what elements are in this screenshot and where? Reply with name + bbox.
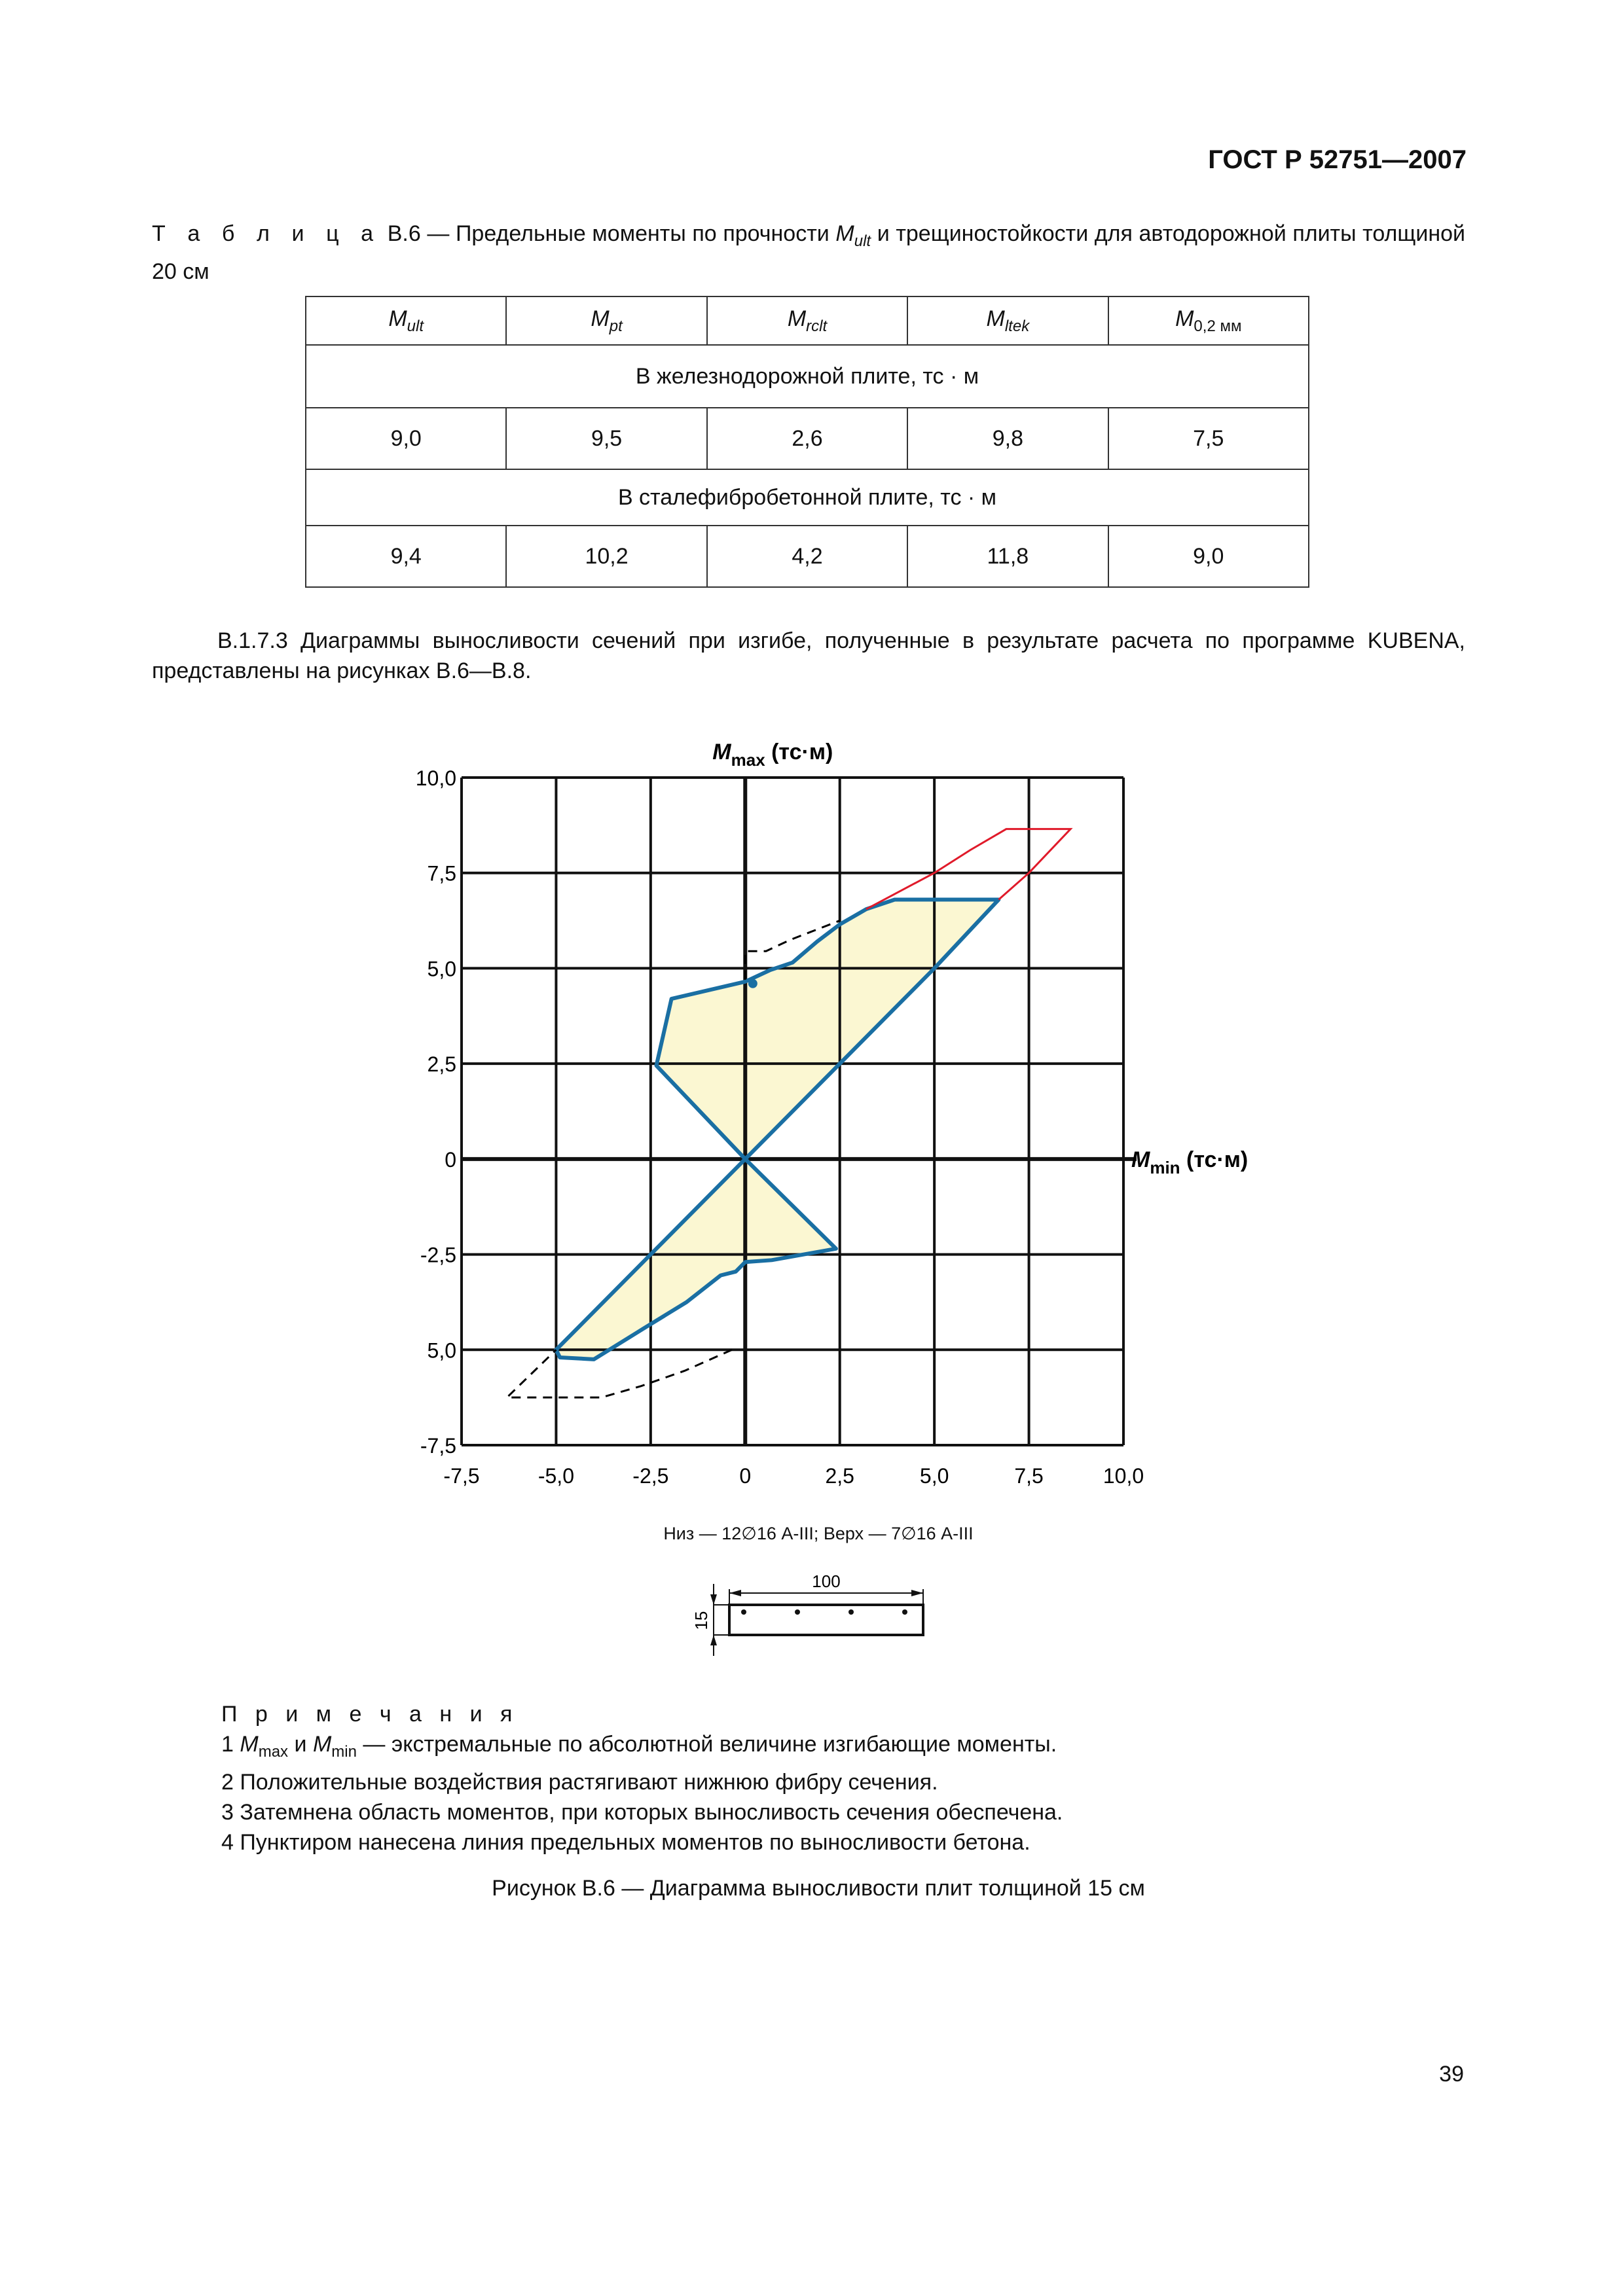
m-ult-symbol: M bbox=[835, 221, 854, 246]
section-caption: Низ — 12∅16 А-III; Верх — 7∅16 А-III bbox=[663, 1524, 974, 1543]
x-tick-label: 0 bbox=[739, 1464, 752, 1488]
table-cell: 2,6 bbox=[707, 408, 907, 469]
y-tick-label: -7,5 bbox=[420, 1434, 456, 1458]
rebar-dot bbox=[848, 1609, 854, 1615]
rebar-dot bbox=[741, 1609, 746, 1615]
col-m-02: $M_{0,2 мм}$ bbox=[1108, 296, 1309, 345]
table-cell: 11,8 bbox=[907, 526, 1108, 587]
rebar-dot bbox=[902, 1609, 907, 1615]
table-number: В.6 bbox=[387, 221, 421, 246]
dimension-arrow bbox=[729, 1590, 741, 1596]
table-cell: 10,2 bbox=[506, 526, 706, 587]
page-number: 39 bbox=[1439, 2062, 1464, 2087]
table-section-railway: В железнодорожной плите, тс · м bbox=[306, 345, 1309, 408]
y-tick-label: 5,0 bbox=[427, 1338, 456, 1363]
dimension-arrow bbox=[710, 1635, 717, 1645]
table-label: Т а б л и ц а bbox=[152, 221, 382, 246]
m-ult-sub: ult bbox=[854, 232, 871, 250]
body-paragraph: В.1.7.3 Диаграммы выносливости сечений при изгибе, полученные в результате расчета по программе KUBENA, представлены на рисунках В.6—В.8. bbox=[152, 628, 1465, 683]
notes-title: П р и м е ч а н и я bbox=[221, 1702, 519, 1727]
col-m-ult: $M_{ult}$ bbox=[306, 296, 506, 345]
notes bbox=[221, 1699, 1465, 1857]
y-tick-label: 7,5 bbox=[427, 861, 456, 886]
x-tick-label: 10,0 bbox=[1103, 1464, 1144, 1488]
x-tick-label: -7,5 bbox=[443, 1464, 480, 1488]
x-tick-label: -2,5 bbox=[632, 1464, 669, 1488]
note-3: 3 Затемнена область моментов, при которых выносливость сечения обеспечена. bbox=[221, 1799, 1063, 1825]
table-cell: 9,0 bbox=[1108, 526, 1309, 587]
table-cell: 7,5 bbox=[1108, 408, 1309, 469]
dimension-arrow bbox=[710, 1594, 717, 1605]
table-caption-text-before: — Предельные моменты по прочности bbox=[427, 221, 830, 246]
x-tick-label: -5,0 bbox=[538, 1464, 574, 1488]
table-cell: 9,8 bbox=[907, 408, 1108, 469]
table-cell: 9,4 bbox=[306, 526, 506, 587]
figure-caption: Рисунок В.6 — Диаграмма выносливости плит толщиной 15 см bbox=[492, 1876, 1145, 1901]
note-1: 1 $M_{max}$ и $M_{min}$ — экстремальные по абсолютной величине изгибающие моменты. bbox=[221, 1732, 1057, 1761]
rebar-dot bbox=[795, 1609, 800, 1615]
col-m-rclt: $M_{rclt}$ bbox=[707, 296, 907, 345]
height-label: 15 bbox=[691, 1611, 711, 1630]
y-tick-label: 5,0 bbox=[427, 957, 456, 981]
x-tick-label: 7,5 bbox=[1014, 1464, 1044, 1488]
table-cell: 9,5 bbox=[506, 408, 706, 469]
y-tick-label: 10,0 bbox=[415, 766, 456, 790]
note-2: 2 Положительные воздействия растягивают нижнюю фибру сечения. bbox=[221, 1769, 938, 1795]
col-m-pt: $M_{pt}$ bbox=[506, 296, 706, 345]
y-tick-label: 2,5 bbox=[427, 1052, 456, 1077]
x-tick-label: 2,5 bbox=[825, 1464, 854, 1488]
section-outline bbox=[729, 1605, 923, 1635]
table-cell: 9,0 bbox=[306, 408, 506, 469]
note-4: 4 Пунктиром нанесена линия предельных моментов по выносливости бетона. bbox=[221, 1829, 1030, 1855]
col-m-ltek: $M_{ltek}$ bbox=[907, 296, 1108, 345]
document-header: ГОСТ Р 52751—2007 bbox=[1208, 145, 1467, 174]
dimension-arrow bbox=[911, 1590, 923, 1596]
y-tick-label: 0 bbox=[445, 1147, 456, 1172]
y-tick-label: -2,5 bbox=[420, 1243, 456, 1267]
y-axis-label: $M_{max}$ (тс·м) bbox=[712, 740, 833, 770]
table-cell: 4,2 bbox=[707, 526, 907, 587]
table-section-steelfiber: В сталефибробетонной плите, тс · м bbox=[306, 469, 1309, 526]
table-caption-text-after: и трещиностойкости для автодорожной плиты толщиной 20 см bbox=[152, 221, 1466, 284]
x-tick-label: 5,0 bbox=[919, 1464, 949, 1488]
x-axis-label: $M_{min}$ (тс·м) bbox=[1131, 1147, 1249, 1177]
width-label: 100 bbox=[812, 1571, 841, 1591]
